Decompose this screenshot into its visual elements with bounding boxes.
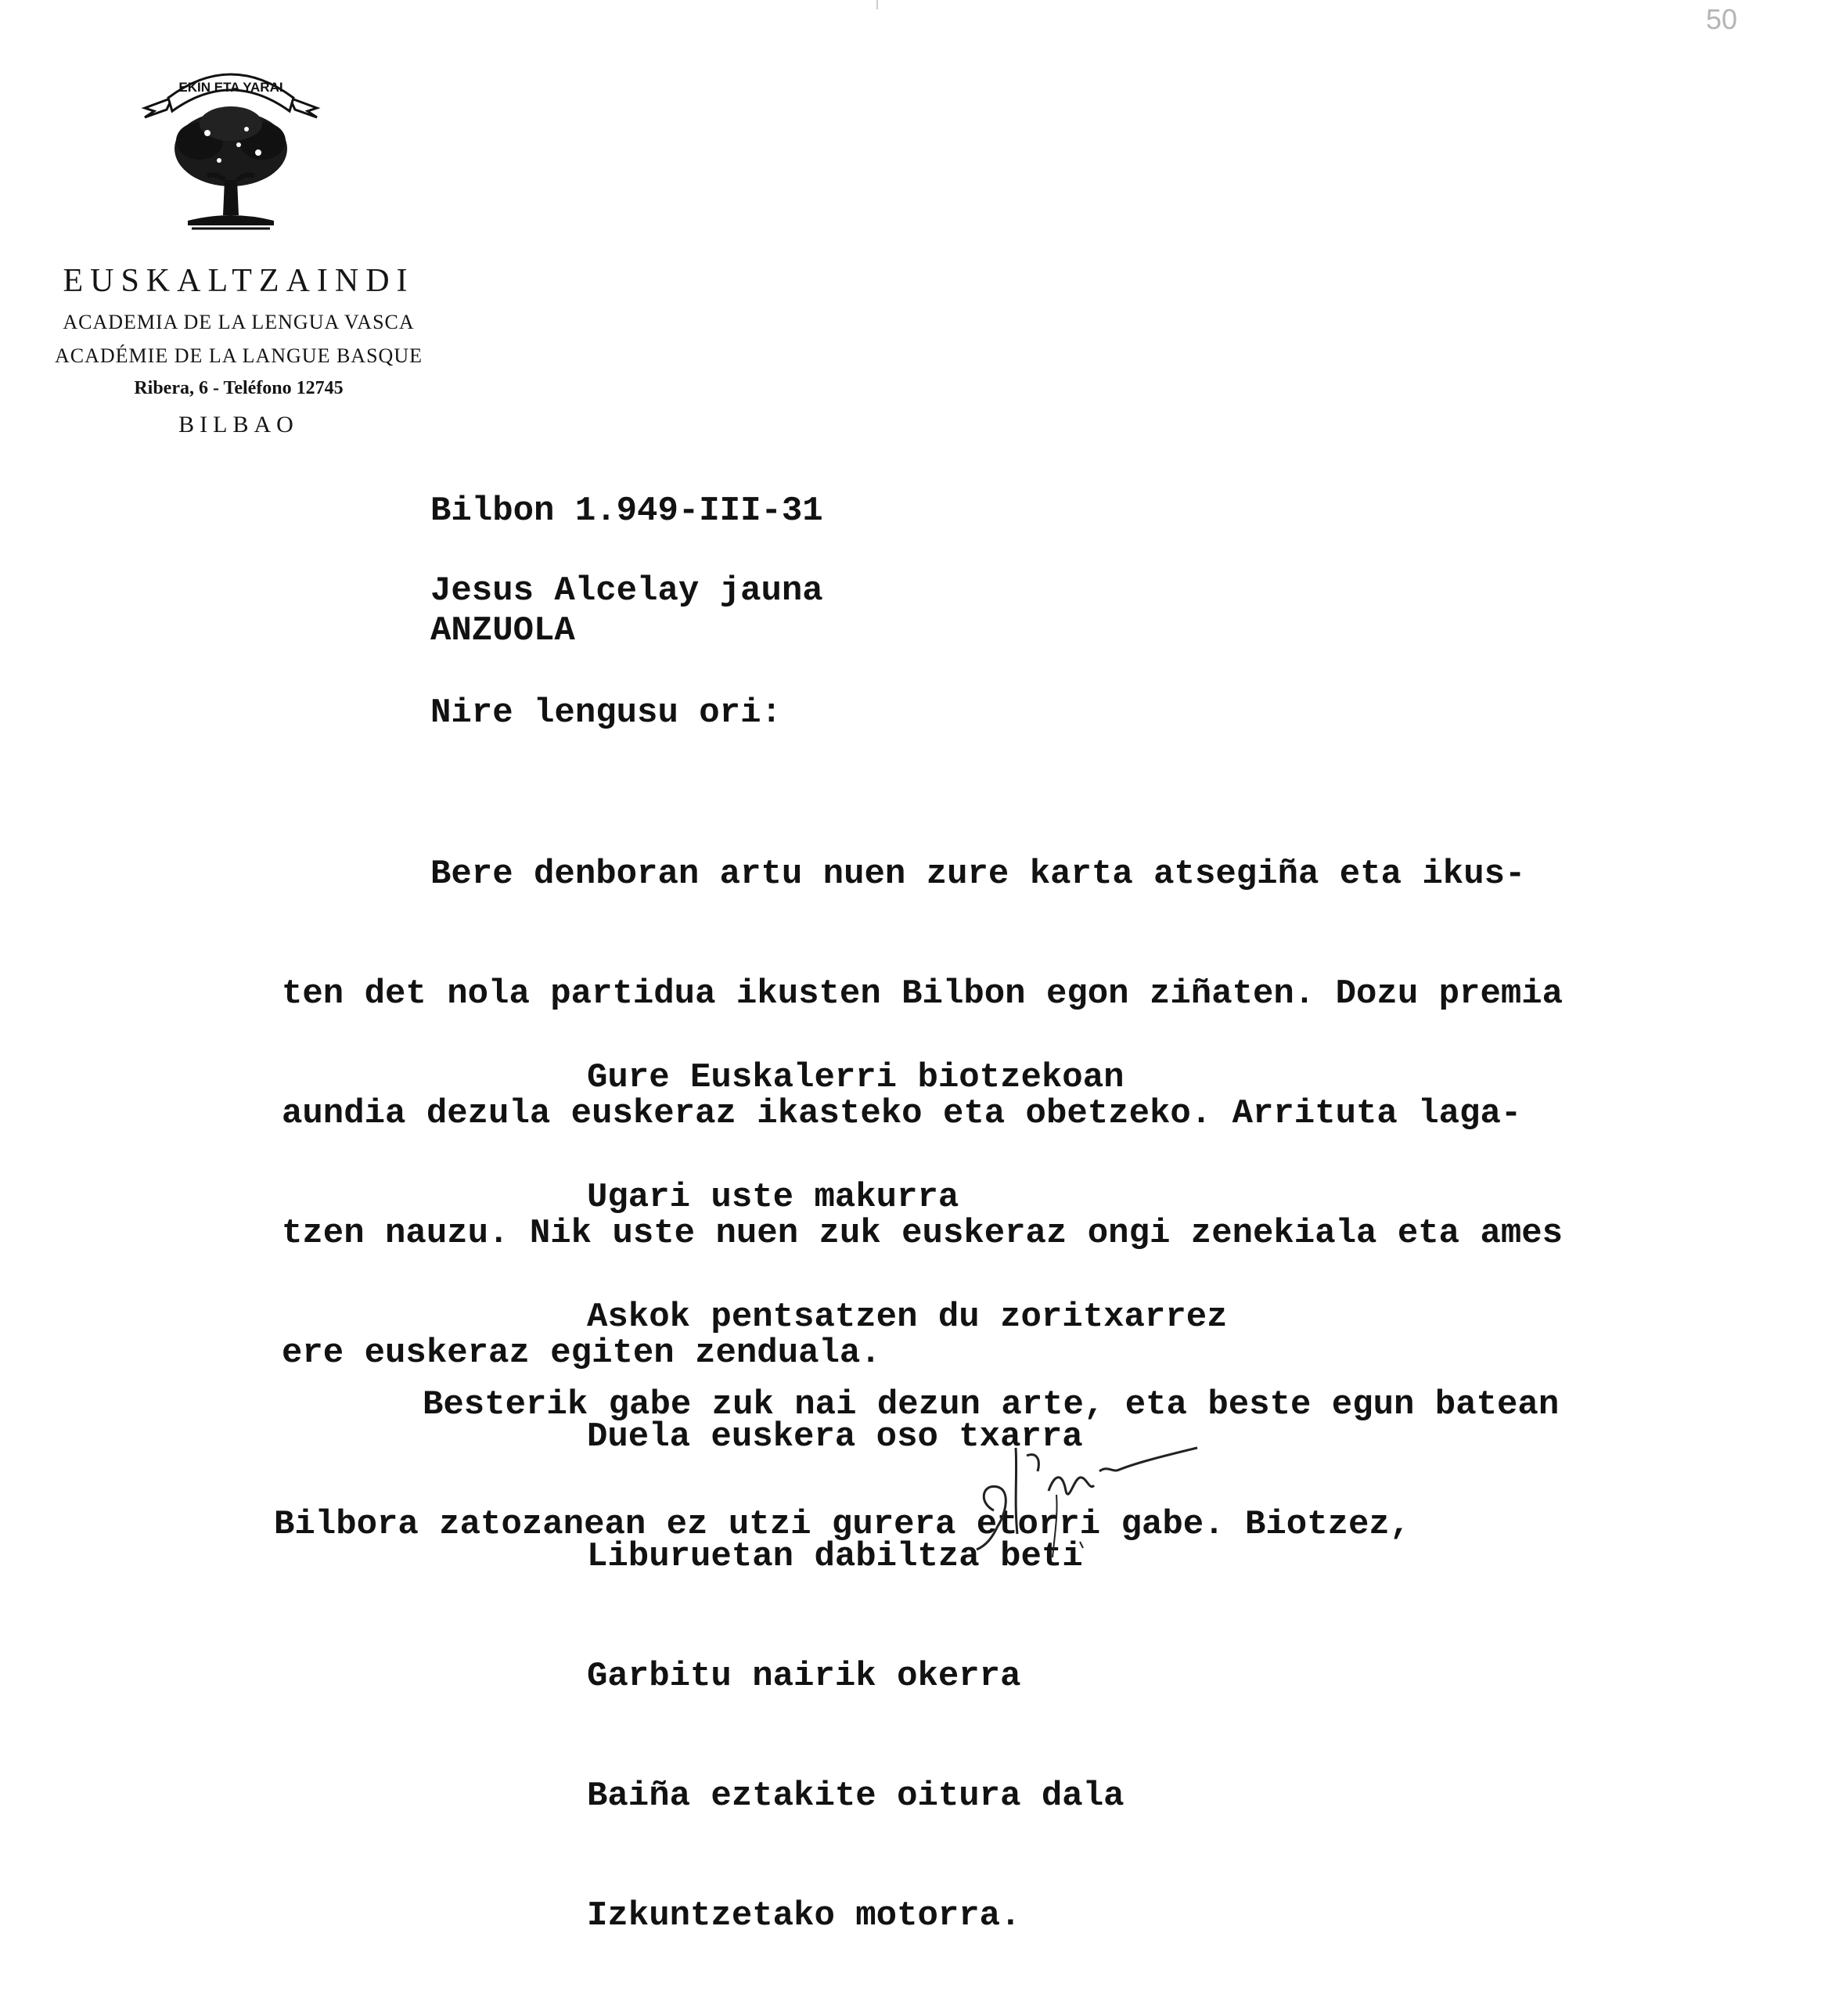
page-number: 50 xyxy=(1706,3,1738,35)
organization-subtitle-es: ACADEMIA DE LA LENGUA VASCA xyxy=(63,311,415,333)
poem-line: Garbitu nairik okerra xyxy=(587,1657,1021,1696)
poem-line: Duela euskera oso txarra xyxy=(587,1417,1083,1456)
signature-icon xyxy=(963,1417,1221,1565)
closing-line: Bilbora zatozanean ez utzi gurera etorri gabe. Biotzez, xyxy=(274,1505,1411,1544)
poem-line: Baiña eztakite oitura dala xyxy=(587,1777,1125,1816)
organization-subtitle-fr: ACADÉMIE DE LA LANGUE BASQUE xyxy=(55,344,423,367)
body-line: Bere denboran artu nuen zure karta atsegiña eta ikus- xyxy=(430,855,1526,894)
organization-address: Ribera, 6 - Teléfono 12745 xyxy=(134,378,344,398)
poem-line: Izkuntzetako motorra. xyxy=(587,1896,1021,1935)
addressee-name: Jesus Alcelay jauna xyxy=(430,571,823,610)
poem-line: Liburuetan dabiltza beti xyxy=(587,1537,1083,1576)
poem-line: Ugari uste makurra xyxy=(587,1178,959,1217)
body-line: ten det nola partidua ikusten Bilbon egon ziñaten. Dozu premia xyxy=(282,974,1564,1013)
letterhead xyxy=(16,262,462,438)
salutation: Nire lengusu ori: xyxy=(430,693,782,733)
margin-mark xyxy=(876,0,878,9)
poem-line: Gure Euskalerri biotzekoan xyxy=(587,1058,1125,1097)
letter-date: Bilbon 1.949-III-31 xyxy=(430,491,823,531)
body-line: tzen nauzu. Nik uste nuen zuk euskeraz ongi zenekiala eta ames xyxy=(282,1214,1564,1253)
closing xyxy=(274,1305,1559,1625)
tree-logo-icon xyxy=(129,55,333,243)
closing-line: Besterik gabe zuk nai dezun arte, eta beste egun batean xyxy=(423,1385,1560,1424)
logo-motto: EKIN ETA YARAI xyxy=(178,80,283,95)
poem-line: Askok pentsatzen du zoritxarrez xyxy=(587,1298,1228,1337)
addressee-place: ANZUOLA xyxy=(430,611,575,650)
organization-name: EUSKALTZAINDI xyxy=(63,263,415,299)
body-line: aundia dezula euskeraz ikasteko eta obetzeko. Arrituta laga- xyxy=(282,1094,1522,1133)
organization-city: BILBAO xyxy=(178,412,299,437)
body-line: ere euskeraz egiten zenduala. xyxy=(282,1334,881,1373)
